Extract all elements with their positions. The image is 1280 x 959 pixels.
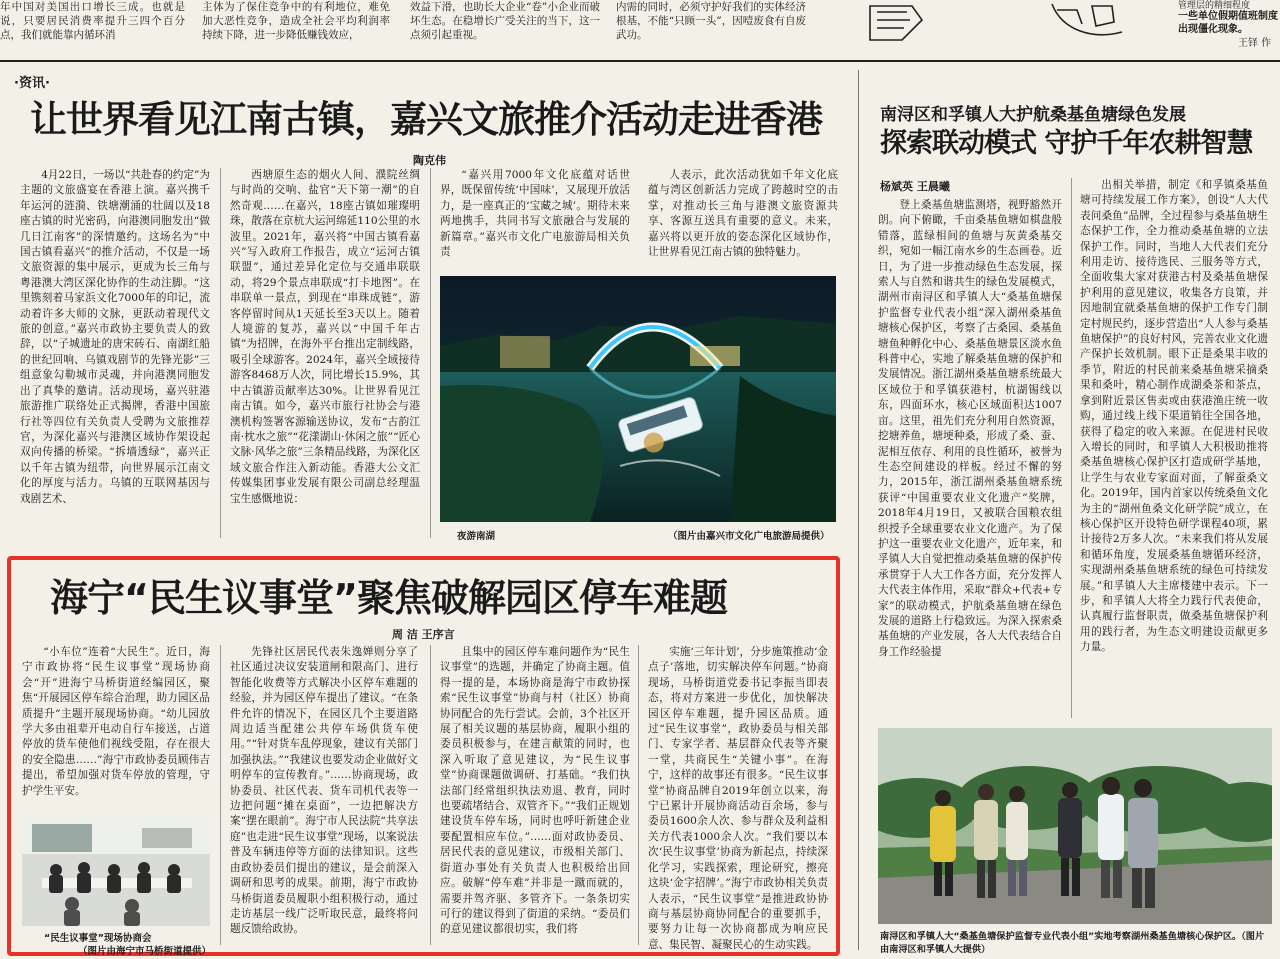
story3-byline: 杨斌英 王晨曦: [880, 180, 950, 193]
mulberry-photo-credit: （图片由南浔区和孚镇人大提供）: [880, 931, 1265, 955]
column-rule: [220, 168, 221, 538]
column-rule: [430, 645, 431, 945]
story1-col3: “嘉兴用7000年文化底蕴对话世界，既保留传统‘中国味’，又展现开放活力，是一座真正的‘宝藏之城’。期待未来两地携手，共同书写文旅融合与发展的新篇章。”嘉兴市文化广电旅游局相关负责: [440, 169, 630, 259]
mulberry-photo-caption: [880, 930, 1270, 956]
cartoon-illustration: [852, 0, 1152, 48]
story3-subhead: 南浔区和孚镇人大护航桑基鱼塘绿色发展: [880, 105, 1186, 125]
story1-byline: 陶克伟: [413, 154, 446, 167]
top-strip-col5-top: 管理层的精细程度: [1178, 1, 1251, 11]
story1-headline: 让世界看见江南古镇，嘉兴文旅推介活动走进香港: [30, 98, 822, 141]
cartoon-signature: 王铎 作: [1238, 38, 1272, 49]
top-divider: [0, 60, 1280, 62]
column-rule: [638, 645, 639, 945]
story2-headline: 海宁“民生议事堂”聚焦破解园区停车难题: [50, 576, 727, 620]
mulberry-field-photo: [878, 728, 1272, 924]
night-tour-photo: [440, 276, 836, 522]
top-strip-col2: 主体为了保住竞争中的有利地位，难免加大恶性竞争，造成全社会平均利润率持续下降，进一步降低赚钱效应，: [202, 1, 390, 41]
story1-col4: 人表示，此次活动犹如千年文化底蕴与湾区创新活力完成了跨越时空的击掌，对推动长三角与港澳文旅资源共享、客源互送具有重要的意义。未来，嘉兴将以更开放的姿态深化区域协作，让世界看见江南古镇的独特魅力。: [648, 169, 838, 259]
column-rule: [858, 70, 859, 950]
meeting-photo: [22, 818, 210, 926]
column-rule: [1071, 178, 1072, 718]
story3-col1: 登上桑基鱼塘监测塔，视野豁然开朗。向下俯瞰，千亩桑基鱼塘如棋盘般错落，蓝绿相间的鱼塘与灰黄桑基交织，宛如一幅江南水乡的生态画卷。近日，为了进一步推动绿色生态发展，探索人与自然和谐共生的绿色发展模式，湖州市南浔区和孚镇人大“桑基鱼塘保护监督专业代表小组”深入湖州桑基鱼塘核心保护区，考察了古桑园、桑基鱼塘鱼种孵化中心、桑基鱼塘景区淡水鱼科普中心，实地了解桑基鱼塘的保护和发展情况。浙江湖州桑基鱼塘系统最大区域位于和孚镇获港村，杭湖锡线以东，四面环水，核心区域面积达1007亩。这里，祖先们充分利用自然资源，挖塘养鱼，塘埂种桑，形成了桑、蚕、泥相互依存、利用的良性循环，被誉为生态空间建设的样板。经过不懈的努力，2015年，浙江湖州桑基鱼塘系统获评“中国重要农业文化遗产”奖牌，2018年4月19日，又被联合国粮农组织授予全球重要农业文化遗产。为了保护这一重要农业文化遗产，近年来，和孚镇人大自觉把推动桑基鱼塘的保护传承贯穿于人大工作各方面，充分发挥人大代表主体作用，采取“群众+代表+专家”的联动模式，护航桑基鱼塘在绿色发展的道路上行稳致远。为深入探索桑基鱼塘的产业发展，各人大代表结合自身工作经验提: [878, 199, 1062, 658]
top-strip-col1: 年中国对美国出口增长三成。也就是说，只要居民消费率提升三四个百分点，我们就能靠内循环消: [0, 1, 185, 41]
story2-col3: 且集中的园区停车难问题作为“民生议事堂”的选题，并确定了协商主题。值得一提的是，本场协商是海宁市政协探索“民生议事堂”协商与村（社区）协商协同配合的先行尝试。会前，3个社区开展了相关议题的基层协商，履职小组的委员积极参与，在建言献策的同时，也深入听取了意见建议，为“民生议事堂”协商课题做调研、打基础。“我们执法部门经常组织执法劝退、教育，同时也要疏堵结合、双管齐下。”“我们正规划建设货车停车场，同时也呼吁新建企业要配置相应车位。”……面对政协委员、居民代表的意见建议，市级相关部门、街道办事处有关负责人也积极给出回应。破解“停车难”并非是一蹴而就的，需要并驾齐驱、多管齐下。一条条切实可行的建议得到了街道的采纳。“委员们的意见建议都很切实，我们将: [440, 646, 630, 936]
story2-col4: 实施‘三年计划’，分步施策推动‘金点子’落地，切实解决停车问题。”协商现场，马桥街道党委书记李振当即表态，将对方案进一步优化，加快解决园区停车难题，提升园区品质。通过“民生议事堂”，政协委员与相关部门、专家学者、基层群众代表等齐聚一堂，共商民生“关键小事”。在海宁，这样的故事还有很多。“民生议事堂”协商品牌自2019年创立以来，海宁已累计开展协商活动百余场，参与委员1600余人次、参与群众及利益相关方代表1000余人次。“我们要以本次‘民生议事堂’协商为新起点，持续深化学习，实践探索，理论研究，擦亮这块‘金字招牌’。”海宁市政协相关负责人表示，“民生议事堂”是推进政协协商与基层协商协同配合的重要抓手，要努力让每一次协商都成为响应民意、集民智、凝聚民心的生动实践。: [648, 646, 828, 950]
meeting-photo-credit: （图片由海宁市马桥街道提供）: [78, 946, 212, 957]
kicker-news: ·资讯·: [14, 76, 50, 91]
top-strip-col5: 一些单位假期值班制度出现僵化现象。: [1178, 11, 1278, 35]
top-strip-col3: 效益下滑，也助长大企业“卷”小企业而破坏生态。在稳增长广受关注的当下，这一点须引起重视。: [410, 1, 600, 41]
story2-byline: 周 洁 王序言: [392, 628, 455, 641]
column-rule: [430, 168, 431, 538]
night-tour-credit: （图片由嘉兴市文化广电旅游局提供）: [668, 531, 830, 542]
story3-headline: 探索联动模式 守护千年农耕智慧: [880, 128, 1253, 159]
night-tour-caption: 夜游南湖: [457, 531, 496, 542]
story3-col2: 出相关举措，制定《和孚镇桑基鱼塘可持续发展工作方案》，创设“人大代表问桑鱼”品牌，全过程参与桑基鱼塘生态保护工作，全力推动桑基鱼塘的立法保护工作。同时，当地人大代表们充分利用走访、接待选民、三服务等方式，全面收集大家对获港古村及桑基鱼塘保护利用的意见建议，收集各方良策，并因地制宜就桑基鱼塘的保护工作专门制定村规民约，逐步营造出“人人参与桑基鱼塘保护”的良好村风，完善农业文化遗产保护长效机制。眼下正是桑果丰收的季节，附近的村民前来桑基鱼塘采摘桑果和桑叶，精心制作成湖桑茶和茶点，拿到附近景区售卖或由获港渔庄统一收购，通过线上线下渠道销往全国各地，获得了稳定的收入来源。在促进村民收入增长的同时，和孚镇人大积极助推将桑基鱼塘核心保护区打造成研学基地，让学生与农业专家面对面，了解蚕桑文化。2019年，国内首家以传统桑鱼文化为主的“湖州鱼桑文化研学院”成立，在核心保护区开设特色研学课程40项，累计接待2万多人次。“未来我们将从发展和循环角度，发展桑基鱼塘循环经济，实现湖州桑基鱼塘系统的绿色可持续发展。”和孚镇人大主席楼建中表示。下一步，和孚镇人大将全力践行代表使命，认真履行监督职责，做桑基鱼塘保护利用的践行者，为生态文明建设贡献更多力量。: [1080, 179, 1268, 654]
meeting-photo-caption: “民生议事堂”现场协商会: [44, 933, 152, 944]
mulberry-photo-caption-text: 南浔区和孚镇人大“桑基鱼塘保护监督专业代表小组”实地考察湖州桑基鱼塘核心保护区。: [880, 931, 1242, 942]
column-rule: [220, 645, 221, 945]
story2-col2: 先锋社区居民代表朱逸婵则分享了社区通过决议安装道闸和限高门、进行智能化收费等方式解决小区停车难题的经验，并为园区停车提出了建议。“在条件允许的情况下，在园区几个主要道路周边适当配建公共停车场供货车使用。”“针对货车乱停现象，建议有关部门加强执法。”“我建议也要发动企业做好文明停车的宣传教育。”……协商现场，政协委员、社区代表、货车司机代表等一边把问题“摊在桌面”，一边把解决方案“摆在眼前”。海宁市人民法院“共享法庭”也走进“民生议事堂”现场，以案说法普及车辆违停等方面的法律知识。这些由政协委员们提出的建议，是会前深入调研和思考的成果。前期，海宁市政协马桥街道委员履职小组积极行动，通过走访基层一线广泛听取民意，最终将问题反馈给政协。: [230, 646, 418, 936]
story1-col2: 西塘原生态的烟火人间、濮院丝绸与时尚的交响、盐官“天下第一潮”的自然奇观……在嘉兴，18座古镇如璀璨明珠，散落在京杭大运河绵延110公里的水波里。2021年，嘉兴将“中国古镇看嘉兴”写入政府工作报告，成立“运河古镇联盟”，通过差异化定位与交通串联联动，将29个景点串联成“打卡地图”。在串联单一景点，到现在“串珠成链”，游客停留时间从1天延长至3天以上。随着人境游的复苏，嘉兴以“中国千年古镇”为招牌，在海外平台推出定制线路，吸引全球游客。2024年，嘉兴全域接待游客8468万人次，同比增长15.9%，其中古镇游贡献率达30%。让世界看见江南古镇。如今，嘉兴市旅行社协会与港澳机构签署客源输送协议，发布“古韵江南·枕水之旅”“花漾湖山·休闲之旅”“匠心文脉·风华之旅”三条精品线路，为深化区域文旅合作注入新动能。香港大公文汇传媒集团事业发展有限公司副总经理温宝生感慨地说：: [230, 169, 420, 505]
story1-col1: 4月22日，一场以“共赴春的约定”为主题的文旅盛宴在香港上演。嘉兴携千年运河的涟漪、铁塘潮涌的壮阔以及18座古镇的时光密码，向港澳同胞发出“做几日江南客”的深情邀约。这场名为“中国古镇看嘉兴”的推介活动，不仅是一场文旅资源的集中展示，更成为长三角与粤港澳大湾区深化协作的生动注脚。“这里镌刻着马家浜文化7000年的印记，流动着许多大师的文脉，更跃动着现代文旅的创意。”嘉兴市政协主要负责人的致辞，以“子城遗址的唐宋砖石、南湖红船的世纪回响、乌镇戏剧节的先锋光影”三组意象勾勒城市灵魂，并向港澳同胞发出了真挚的邀请。活动现场，嘉兴驻港旅游推广联络处正式揭牌，香港中国旅行社等四位有关负责人受聘为文旅推荐官，为深化嘉兴与港澳区域协作架设起双向传播的桥梁。“拆墙透绿”，嘉兴正以千年古镇为纽带，向世界展示江南文化的厚度与活力。乌镇的互联网基因与戏剧艺术、: [20, 169, 210, 505]
top-strip-col4: 内需的同时，必须守护好我们的实体经济根基，不能“只顾一头”，因噎废食有自废武功。: [616, 1, 806, 41]
story2-col1: “小车位”连着“大民生”。近日，海宁市政协将“民生议事堂”现场协商会“开”进海宁马桥街道经编园区，聚焦“开展园区停车综合治理，助力园区品质提升”主题开展现场协商。“幼儿园放学大多由祖辈开电动自行车接送，占道停放的货车使他们视线受阻，存在很大的安全隐患……”海宁市政协委员顾伟吉提出，希望加强对货车停放的管理，守护学生平安。: [22, 646, 210, 797]
